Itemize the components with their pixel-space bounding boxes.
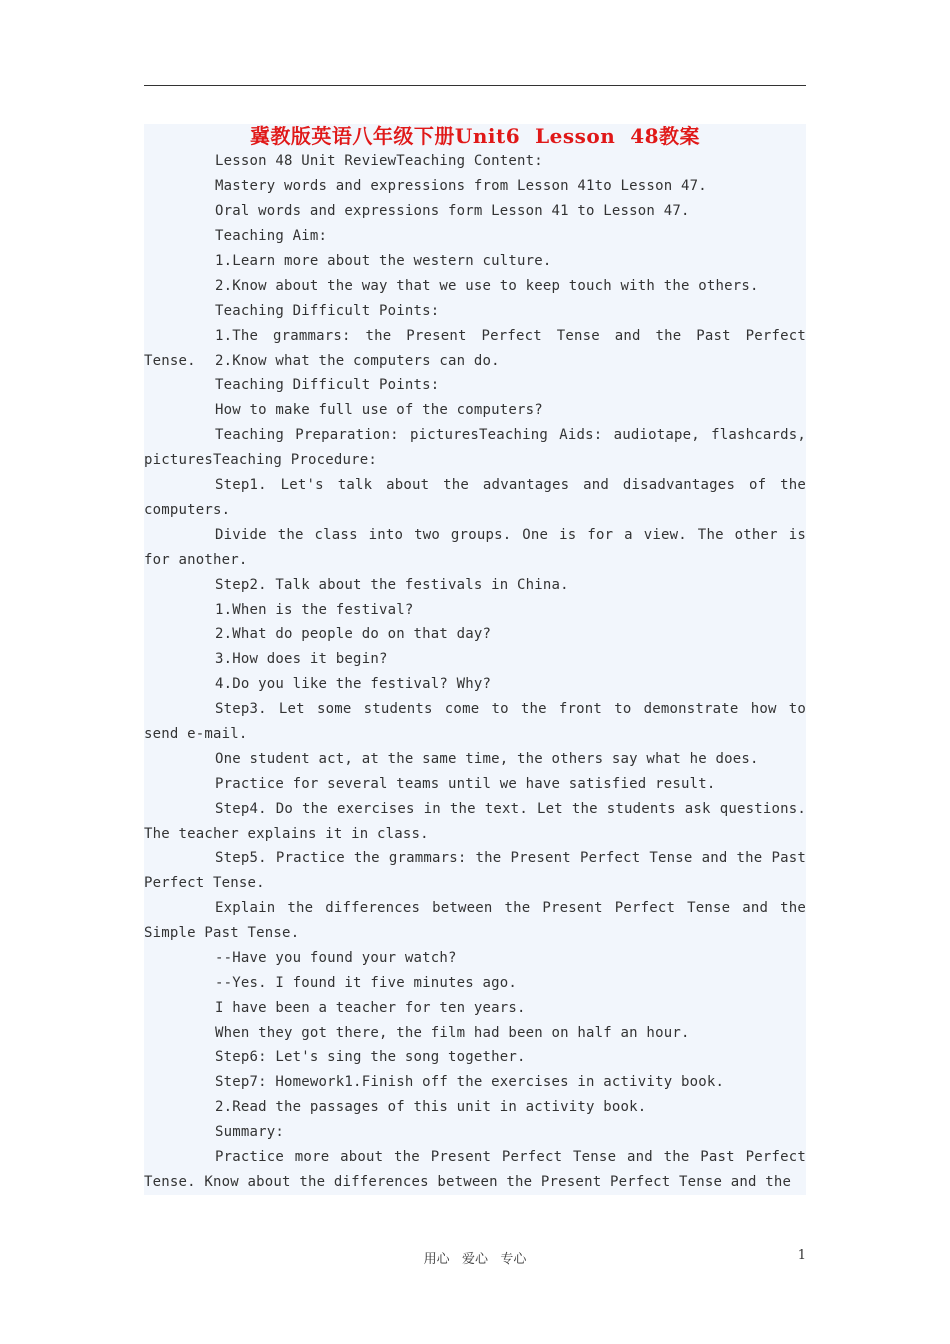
paragraph: Step2. Talk about the festivals in China. <box>215 577 569 593</box>
paragraph: Summary: <box>215 1124 285 1140</box>
paragraph: Lesson 48 Unit ReviewTeaching Content: <box>215 153 543 169</box>
paragraph: 1.When is the festival? <box>215 602 414 618</box>
paragraph: 1.The grammars: the Present Perfect Tense and the Past Perfect Tense. <box>144 328 806 369</box>
paragraph: I have been a teacher for ten years. <box>215 1000 526 1016</box>
footer-motto: 用心 爱心 专心 <box>423 1252 527 1267</box>
paragraph: Step3. Let some students come to the front to demonstrate how to send e-mail. <box>144 701 806 742</box>
document-title: 冀教版英语八年级下册Unit6 Lesson 48教案 <box>249 124 701 148</box>
page-number: 1 <box>797 1248 806 1263</box>
paragraph: 2.Read the passages of this unit in activity book. <box>215 1099 647 1115</box>
paragraph: Teaching Difficult Points: <box>215 303 440 319</box>
paragraph: Practice more about the Present Perfect Tense and the Past Perfect Tense. Know about the differences between the Present Perfect Tense and the <box>144 1149 806 1190</box>
paragraph: 4.Do you like the festival? Why? <box>215 676 492 692</box>
paragraph: Step1. Let's talk about the advantages and disadvantages of the computers. <box>144 477 806 518</box>
paragraph: Mastery words and expressions from Lesson 41to Lesson 47. <box>215 178 707 194</box>
paragraph: 2.What do people do on that day? <box>215 626 492 642</box>
paragraph: 3.How does it begin? <box>215 651 388 667</box>
paragraph: How to make full use of the computers? <box>215 402 543 418</box>
paragraph: When they got there, the film had been on half an hour. <box>215 1025 690 1041</box>
paragraph: --Yes. I found it five minutes ago. <box>215 975 518 991</box>
paragraph: Practice for several teams until we have satisfied result. <box>215 776 716 792</box>
paragraph: Step4. Do the exercises in the text. Let the students ask questions. The teacher explains it in class. <box>144 801 806 842</box>
document-body <box>144 124 806 1195</box>
paragraph: Step5. Practice the grammars: the Present Perfect Tense and the Past Perfect Tense. <box>144 850 806 891</box>
paragraph: Oral words and expressions form Lesson 41 to Lesson 47. <box>215 203 690 219</box>
paragraph: Step7: Homework1.Finish off the exercises in activity book. <box>215 1074 725 1090</box>
paragraph: Explain the differences between the Present Perfect Tense and the Simple Past Tense. <box>144 900 806 941</box>
paragraph: Teaching Aim: <box>215 228 328 244</box>
paragraph: Divide the class into two groups. One is for a view. The other is for another. <box>144 527 806 568</box>
paragraph: Teaching Difficult Points: <box>215 377 440 393</box>
paragraph: Step6: Let's sing the song together. <box>215 1049 526 1065</box>
paragraph: --Have you found your watch? <box>215 950 457 966</box>
paragraph: 1.Learn more about the western culture. <box>215 253 552 269</box>
paragraph: 2.Know about the way that we use to keep touch with the others. <box>215 278 759 294</box>
paragraph: 2.Know what the computers can do. <box>215 353 500 369</box>
paragraph: Teaching Preparation: picturesTeaching Aids: audiotape, flashcards, picturesTeaching Procedure: <box>144 427 806 468</box>
header-rule <box>144 85 806 86</box>
paragraph: One student act, at the same time, the others say what he does. <box>215 751 759 767</box>
